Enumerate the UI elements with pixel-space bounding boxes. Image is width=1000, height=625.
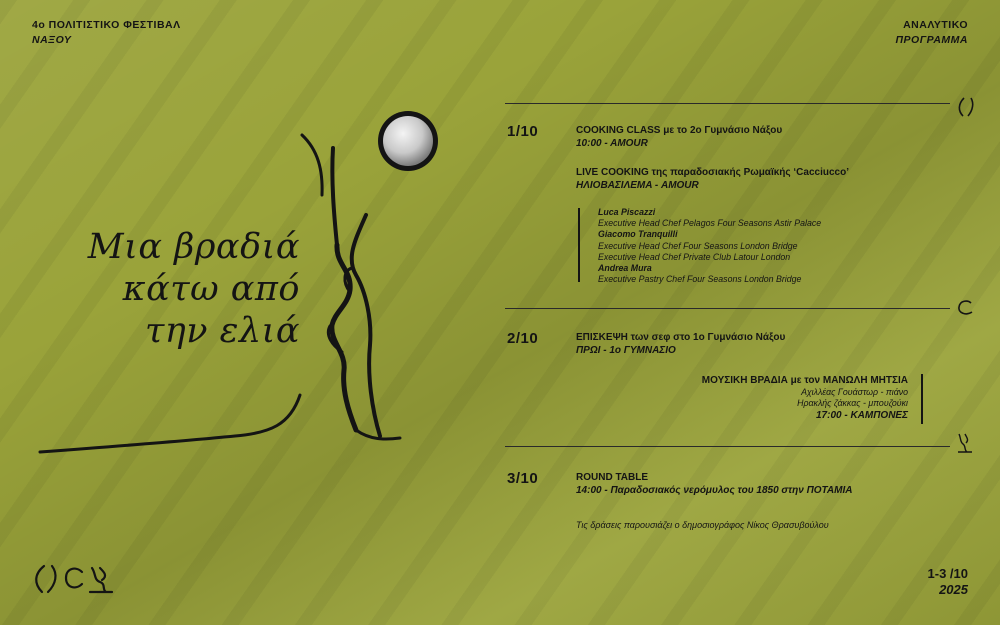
- chef-role: Executive Head Chef Pelagos Four Seasons Astir Palace: [598, 218, 822, 229]
- circle-glyph-icon: [956, 298, 976, 318]
- presenter-note: Τις δράσεις παρουσιάζει ο δημοσιογράφος Νίκος Θρασυβούλου: [576, 520, 829, 530]
- footer-year: 2025: [939, 582, 968, 597]
- day3-events: [576, 471, 852, 497]
- music-bar: [921, 374, 923, 424]
- day1-event2-title: LIVE COOKING της παραδοσιακής Ρωμαϊκής ‘Cacciucco’: [576, 167, 849, 178]
- paren-glyph-icon: [955, 95, 979, 119]
- divider-day3: [505, 446, 950, 447]
- divider-day2: [505, 308, 950, 309]
- day2-music-event: [702, 374, 908, 422]
- day3-event1-sub: 14:00 - Παραδοσιακός νερόμυλος του 1850 στην ΠΟΤΑΜΙΑ: [576, 485, 853, 496]
- festival-line1: 4ο ΠΟΛΙΤΙΣΤΙΚΟ ΦΕΣΤΙΒΑΛ: [32, 19, 181, 31]
- title-line3: την ελιά: [144, 311, 300, 351]
- chef-bar: [578, 208, 580, 282]
- program-line2: ΠΡΟΓΡΑΜΜΑ: [895, 34, 968, 46]
- day2-event2-time: 17:00 - ΚΑΜΠΟΝΕΣ: [816, 410, 908, 422]
- date-day1: 1/10: [507, 123, 539, 140]
- chef-name: Giacomo Tranquilli: [598, 229, 678, 240]
- date-day2: 2/10: [507, 330, 539, 347]
- day1-event1-title: COOKING CLASS με το 2ο Γυμνάσιο Νάξου: [576, 125, 783, 136]
- title-line2: κάτω από: [122, 269, 300, 309]
- footer-date-range: 1-3 /10: [927, 566, 968, 581]
- day2-event1-sub: ΠΡΩΙ - 1ο ΓΥΜΝΑΣΙΟ: [576, 345, 676, 356]
- chef-name: Luca Piscazzi: [598, 207, 656, 217]
- title-line1: Μια βραδιά: [87, 227, 300, 267]
- day2-events: [576, 331, 785, 357]
- chef-role: Executive Pastry Chef Four Seasons London Bridge: [598, 274, 802, 285]
- tree-glyph-icon: [955, 430, 975, 456]
- event-title: [88, 226, 300, 352]
- program-line1: ΑΝΑΛΥΤΙΚΟ: [903, 19, 968, 31]
- day2-event2-title: ΜΟΥΣΙΚΗ ΒΡΑΔΙΑ με τον ΜΑΝΩΛΗ ΜΗΤΣΙΑ: [701, 375, 908, 386]
- chef-role: Executive Head Chef Four Seasons London Bridge: [598, 240, 798, 251]
- day1-events: [576, 124, 849, 192]
- chef-name: Andrea Mura: [598, 263, 652, 274]
- festival-line2: ΝΑΞΟΥ: [32, 34, 72, 46]
- day1-event2-sub: ΗΛΙΟΒΑΣΙΛΕΜΑ - AMOUR: [576, 180, 699, 191]
- divider-day1: [505, 103, 950, 104]
- day2-event1-title: ΕΠΙΣΚΕΨΗ των σεφ στο 1ο Γυμνάσιο Νάξου: [576, 332, 786, 343]
- footer-dates: [928, 566, 968, 598]
- chef-list: [598, 207, 821, 285]
- festival-logo-icon: [30, 560, 140, 596]
- day2-musician2: Ηρακλής ζάκκας - μπουζούκι: [797, 398, 908, 409]
- date-day3: 3/10: [507, 470, 539, 487]
- day2-musician1: Αχιλλέας Γουάστωρ - πιάνο: [801, 387, 908, 397]
- day1-event1-sub: 10:00 - AMOUR: [576, 138, 648, 149]
- moon-icon: [383, 116, 433, 166]
- day3-event1-title: ROUND TABLE: [576, 472, 649, 483]
- chef-role: Executive Head Chef Private Club Latour London: [598, 251, 791, 262]
